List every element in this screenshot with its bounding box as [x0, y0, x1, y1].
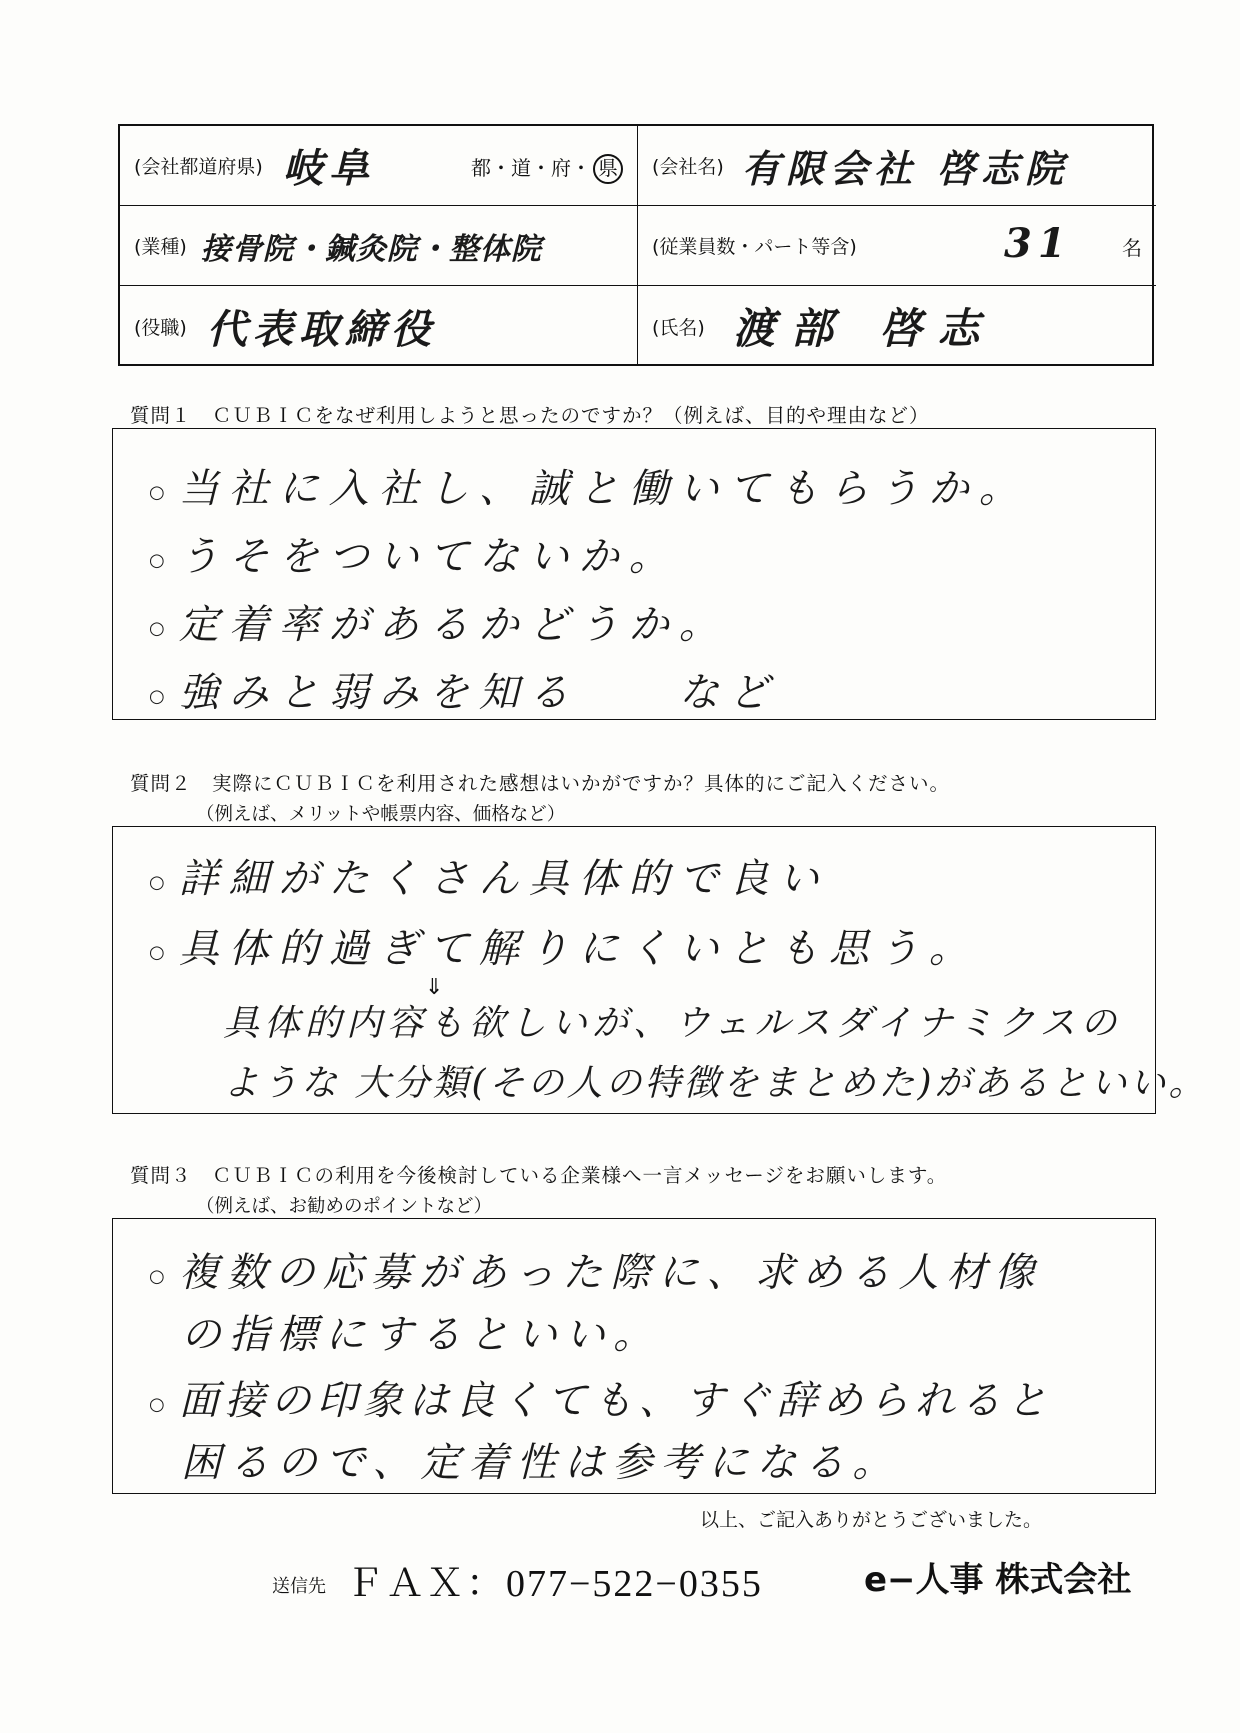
prefecture-circled: 県 [593, 154, 623, 184]
industry-cell [120, 206, 638, 286]
fax-number: ＦＡＸ：077−522−0355 [346, 1563, 763, 1605]
q3-answer-box [112, 1218, 1156, 1494]
q3-answer-line: 困るので、定着性は参考になる。 [181, 1440, 901, 1486]
name-label: (氏名) [652, 316, 705, 339]
company-name: e−人事 株式会社 [864, 1560, 1132, 1600]
company-name-cell [638, 126, 1156, 206]
q1-answer-line: ○ うそをついてないか。 [149, 534, 679, 580]
employees-label: (従業員数・パート等含) [652, 236, 857, 258]
q3-subtitle: （例えば、お勧めのポイントなど） [196, 1196, 493, 1217]
employees-cell [638, 206, 1156, 286]
q2-subtitle: （例えば、メリットや帳票内容、価格など） [196, 804, 566, 825]
q1-title: 質問１ ＣＵＢＩＣをなぜ利用しようと思ったのですか？（例えば、目的や理由など） [130, 404, 930, 427]
company-info-table [118, 124, 1154, 366]
name-cell [638, 286, 1156, 366]
prefecture-value: 岐阜 [282, 145, 375, 192]
q2-answer-box [112, 826, 1208, 1114]
q3-answer-line: ○ 面接の印象は良くても、すぐ辞められると [149, 1378, 1053, 1424]
company-name-label: (会社名) [652, 156, 724, 178]
q1-answer-line: ○ 強みと弱みを知る など [149, 670, 779, 716]
employees-value: 31 [1004, 220, 1072, 267]
company-name-value: 有限会社 啓志院 [741, 146, 1070, 191]
name-value: 渡部 啓志 [732, 304, 996, 353]
q2-answer-line: 具体的内容も欲しいが、ウェルスダイナミクスの [223, 1003, 1122, 1044]
industry-label: (業種) [134, 236, 187, 258]
q3-title: 質問３ ＣＵＢＩＣの利用を今後検討している企業様へ一言メッセージをお願いします。 [130, 1164, 948, 1187]
q1-answer-line: ○ 定着率があるかどうか。 [149, 602, 729, 648]
position-value: 代表取締役 [206, 305, 437, 353]
employees-unit: 名 [1122, 236, 1142, 260]
prefecture-cell [120, 126, 638, 206]
fax-label: 送信先 [272, 1576, 326, 1597]
closing-message: 以上、ご記入ありがとうございました。 [700, 1509, 1043, 1531]
q1-answer-line: ○ 当社に入社し、誠と働いてもらうか。 [149, 466, 1029, 512]
q2-answer-line: ような 大分類(その人の特徴をまとめた)があるといい。 [223, 1063, 1208, 1104]
q2-answer-line: ○ 詳細がたくさん具体的で良い [149, 856, 829, 902]
q2-answer-line: ○ 具体的過ぎて解りにくいとも思う。 [149, 926, 979, 972]
industry-value: 接骨院・鍼灸院・整体院 [200, 231, 542, 267]
position-label: (役職) [134, 316, 187, 339]
q3-answer-line: の指標にするといい。 [181, 1312, 661, 1358]
down-arrow-icon: ⇓ [425, 975, 444, 1000]
prefecture-suffix: 都・道・府・ 県 [471, 152, 623, 184]
prefecture-label: (会社都道府県) [134, 156, 263, 178]
position-cell [120, 286, 638, 366]
q2-title: 質問２ 実際にＣＵＢＩＣを利用された感想はいかがですか？具体的にご記入ください。 [130, 772, 951, 795]
q3-answer-line: ○ 複数の応募があった際に、求める人材像 [149, 1250, 1043, 1296]
q1-answer-box [112, 428, 1156, 720]
